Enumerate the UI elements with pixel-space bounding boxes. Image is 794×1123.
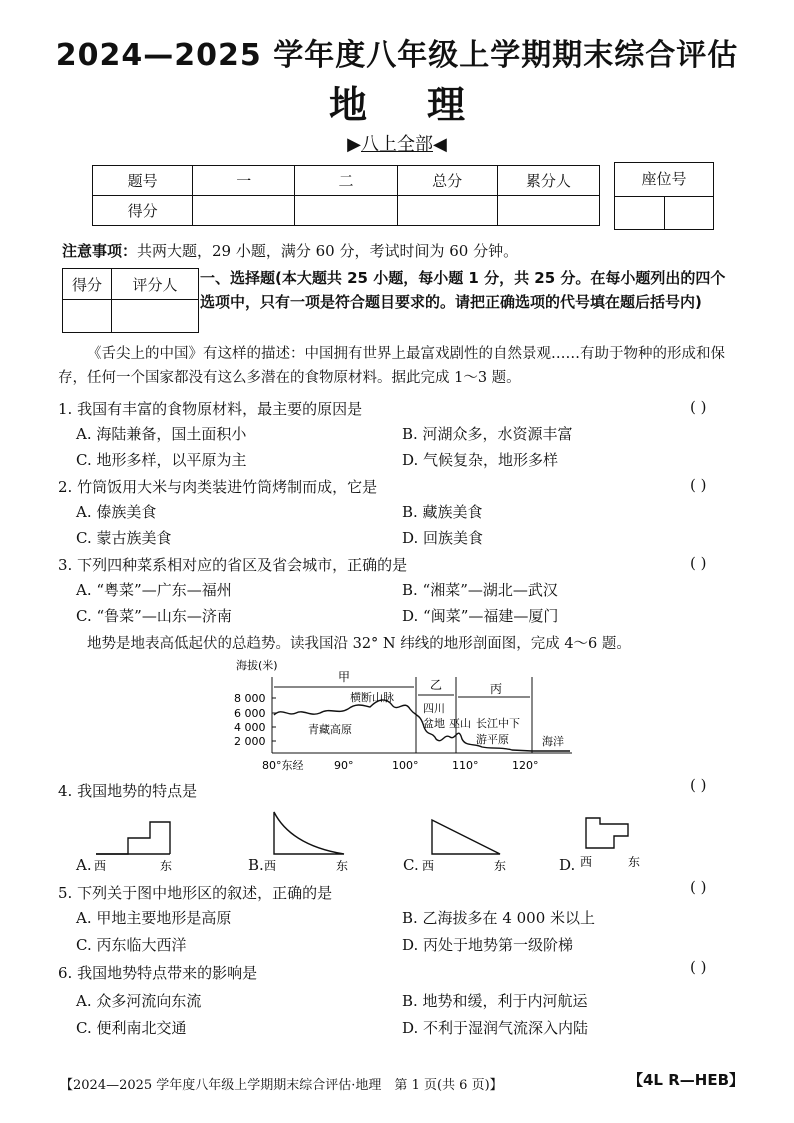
- label-basin: 盆地: [423, 717, 445, 730]
- exam-title: 2024—2025 学年度八年级上学期期末综合评估: [55, 38, 739, 73]
- grader-cell[interactable]: [63, 300, 112, 333]
- grader-score-label: 得分: [63, 269, 112, 300]
- footer-right: 【4L R—HEB】: [628, 1071, 745, 1089]
- region-label-jia: 甲: [338, 670, 351, 684]
- question-stem: 5. 下列关于图中地形区的叙述，正确的是: [58, 884, 333, 902]
- section-instruction: 在每小题列出的四个选项中，只有一项是符合题目要求的。请把正确选项的代号填在题后括号内): [200, 269, 726, 311]
- score-cell: 二: [295, 166, 397, 196]
- section-title: 一、选择题: [200, 269, 276, 287]
- east-label: 东: [628, 855, 641, 869]
- label-ocean: 海洋: [542, 735, 564, 748]
- score-cell: 题号: [93, 166, 193, 196]
- profile-ytick: 6 000: [234, 707, 266, 720]
- label-changjiang: 长江中下: [476, 717, 520, 730]
- score-input-cell[interactable]: [397, 196, 497, 226]
- footer-left: 【2024—2025 学年度八年级上学期期末综合评估·地理 第 1 页(共 6 页)】: [60, 1078, 503, 1093]
- option: C. 地形多样，以平原为主: [76, 451, 247, 469]
- west-label: 西: [94, 859, 107, 872]
- reverse-stair-shape: [586, 818, 628, 848]
- score-input-cell[interactable]: [497, 196, 599, 226]
- seat-cell[interactable]: [615, 197, 665, 230]
- option: B. 乙海拔多在 4 000 米以上: [402, 909, 596, 927]
- label-sichuan: 四川: [423, 702, 445, 715]
- scope-text: 八上全部: [361, 134, 433, 155]
- section-heading: [200, 266, 740, 314]
- label-hengduan: 横断山脉: [350, 691, 394, 704]
- exam-scope: ▶八上全部◀: [347, 134, 447, 155]
- option: B. 河湖众多，水资源丰富: [402, 425, 573, 443]
- profile-xtick: 120°: [512, 759, 539, 772]
- answer-paren[interactable]: ( ): [690, 878, 707, 896]
- option: B. 藏族美食: [402, 503, 483, 521]
- seat-cell[interactable]: [665, 197, 714, 230]
- option: C. 蒙古族美食: [76, 529, 172, 547]
- score-table: [92, 165, 600, 226]
- stair-shape: [96, 822, 170, 854]
- west-label: 西: [580, 855, 593, 869]
- profile-xtick: 100°: [392, 759, 419, 772]
- answer-paren[interactable]: ( ): [690, 554, 707, 572]
- region-label-bing: 丙: [490, 682, 503, 696]
- option: C. “鲁菜”—山东—济南: [76, 607, 232, 625]
- option-a-figure: [90, 808, 190, 872]
- terrain-profile-diagram: [230, 655, 590, 775]
- west-label: 西: [264, 859, 277, 872]
- question-stem: 3. 下列四种菜系相对应的省区及省会城市，正确的是: [58, 556, 408, 574]
- curve-shape: [274, 812, 344, 854]
- notice-label: 注意事项：: [62, 242, 138, 260]
- question-stem: 2. 竹筒饭用大米与肉类装进竹筒烤制而成，它是: [58, 478, 378, 496]
- score-cell: 一: [193, 166, 295, 196]
- score-cell: 得分: [93, 196, 193, 226]
- grader-reviewer-label: 评分人: [112, 269, 199, 300]
- option: A. 甲地主要地形是高原: [76, 909, 232, 927]
- option: C. 便利南北交通: [76, 1019, 187, 1037]
- east-label: 东: [336, 859, 349, 872]
- profile-xtick: 90°: [334, 759, 354, 772]
- east-label: 东: [494, 859, 507, 872]
- option-c-figure: [418, 808, 518, 872]
- profile-xtick: 110°: [452, 759, 479, 772]
- option: D. 回族美食: [402, 529, 484, 547]
- triangle-shape: [432, 820, 500, 854]
- label-plain: 游平原: [476, 733, 509, 746]
- option: C. 丙东临大西洋: [76, 936, 187, 954]
- option: B. 地势和缓，利于内河航运: [402, 992, 588, 1010]
- option: D. 丙处于地势第一级阶梯: [402, 936, 574, 954]
- notice: [62, 240, 518, 261]
- profile-ytick: 4 000: [234, 721, 266, 734]
- option: A. 傣族美食: [76, 503, 157, 521]
- question-stem: 4. 我国地势的特点是: [58, 782, 198, 800]
- notice-text: 共两大题，29 小题，满分 60 分，考试时间为 60 分钟。: [137, 242, 519, 260]
- section-detail: (本大题共 25 小题，每小题 1 分，共 25 分。: [275, 269, 591, 287]
- grader-cell[interactable]: [112, 300, 199, 333]
- option: D. 不利于湿润气流深入内陆: [402, 1019, 589, 1037]
- label-wushan: 巫山: [449, 717, 471, 730]
- option: B.: [248, 856, 264, 874]
- option: B. “湘菜”—湖北—武汉: [402, 581, 558, 599]
- score-input-cell[interactable]: [295, 196, 397, 226]
- score-input-cell[interactable]: [193, 196, 295, 226]
- intro-paragraph: 地势是地表高低起伏的总趋势。读我国沿 32° N 纬线的地形剖面图，完成 4～6 题。: [87, 636, 631, 652]
- option: D.: [559, 856, 576, 874]
- profile-ytick: 2 000: [234, 735, 266, 748]
- option-b-figure: [262, 808, 362, 872]
- question-stem: 6. 我国地势特点带来的影响是: [58, 964, 258, 982]
- option: A. 众多河流向东流: [76, 992, 202, 1010]
- region-label-yi: 乙: [430, 678, 443, 692]
- option: A.: [76, 856, 92, 874]
- option: D. “闽菜”—福建—厦门: [402, 607, 559, 625]
- profile-ytick: 8 000: [234, 692, 266, 705]
- profile-xtick: 80°东经: [262, 759, 304, 772]
- seat-number-box: [614, 162, 714, 230]
- answer-paren[interactable]: ( ): [690, 398, 707, 416]
- east-label: 东: [160, 859, 173, 872]
- exam-subject: 地理: [328, 83, 525, 127]
- option: D. 气候复杂，地形多样: [402, 451, 559, 469]
- option: C.: [403, 856, 419, 874]
- answer-paren[interactable]: ( ): [690, 776, 707, 794]
- intro-paragraph: 《舌尖上的中国》有这样的描述：中国拥有世界上最富戏剧性的自然景观……有助于物种的形成和保存，任何一个国家都没有这么多潜在的食物原材料。据此完成 1～3 题。: [58, 346, 725, 386]
- answer-paren[interactable]: ( ): [690, 958, 707, 976]
- question-stem: 1. 我国有丰富的食物原材料，最主要的原因是: [58, 400, 363, 418]
- west-label: 西: [422, 859, 435, 872]
- option-d-figure: [574, 808, 654, 872]
- answer-paren[interactable]: ( ): [690, 476, 707, 494]
- grader-table: [62, 268, 199, 333]
- option: A. 海陆兼备，国土面积小: [76, 425, 247, 443]
- profile-ylabel: 海拔(米): [236, 659, 278, 672]
- seat-number-label: 座位号: [615, 163, 713, 197]
- score-cell: 累分人: [497, 166, 599, 196]
- label-qingzang: 青藏高原: [308, 723, 352, 736]
- option: A. “粤菜”—广东—福州: [76, 581, 232, 599]
- score-cell: 总分: [397, 166, 497, 196]
